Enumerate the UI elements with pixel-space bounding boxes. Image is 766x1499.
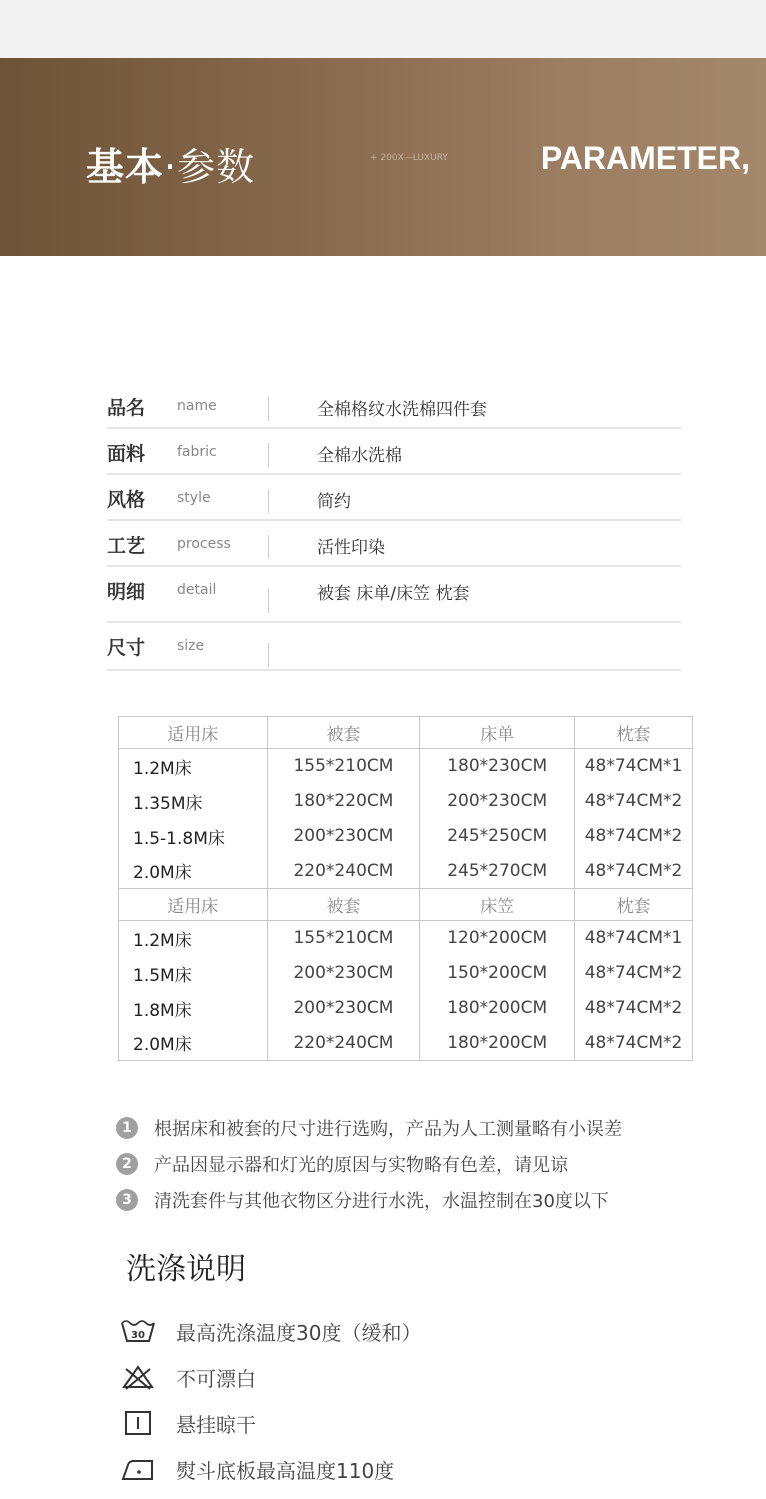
- spec-label-en: style: [177, 490, 211, 506]
- spec-list: [107, 383, 681, 671]
- spec-divider: [268, 489, 269, 513]
- note-text: 产品因显示器和灯光的原因与实物略有色差，请见谅: [154, 1155, 568, 1176]
- table-header-cell: 床笠: [420, 889, 575, 921]
- size-table: [118, 716, 693, 1061]
- table-cell: 220*240CM: [267, 854, 420, 889]
- spec-row-detail: [107, 567, 681, 623]
- spec-value: 全棉格纹水洗棉四件套: [317, 400, 487, 420]
- table-header-cell: 适用床: [119, 889, 268, 921]
- table-header-cell: 被套: [267, 889, 420, 921]
- no-bleach-icon: [118, 1362, 158, 1392]
- banner-english-title: PARAMETER,: [540, 140, 750, 176]
- table-header-cell: 枕套: [575, 889, 693, 921]
- table-cell: 120*200CM: [420, 921, 575, 956]
- note-item: [116, 1182, 622, 1218]
- parameter-banner: [0, 58, 766, 256]
- table-cell: 150*200CM: [420, 956, 575, 991]
- care-item: [118, 1354, 421, 1400]
- table-cell: 180*220CM: [267, 784, 420, 819]
- notes-list: [116, 1110, 622, 1218]
- table-cell: 1.8M床: [119, 991, 268, 1026]
- table-header-cell: 枕套: [575, 717, 693, 749]
- banner-title-part2: 参数: [177, 145, 256, 189]
- table-row: [119, 819, 693, 854]
- table-cell: 2.0M床: [119, 1026, 268, 1061]
- spec-label-en: size: [177, 638, 205, 654]
- table-row: [119, 921, 693, 956]
- table-row: [119, 749, 693, 784]
- wash-temp-label: 30: [131, 1330, 145, 1341]
- care-text: 不可漂白: [176, 1366, 256, 1391]
- table-cell: 180*200CM: [420, 1026, 575, 1061]
- note-number-badge: 2: [116, 1153, 138, 1175]
- table-row: [119, 854, 693, 889]
- spec-row-name: [107, 383, 681, 429]
- table-cell: 48*74CM*2: [575, 819, 693, 854]
- table-row: [119, 1026, 693, 1061]
- table-cell: 1.35M床: [119, 784, 268, 819]
- table-cell: 155*210CM: [267, 749, 420, 784]
- table-cell: 48*74CM*2: [575, 1026, 693, 1061]
- spec-value: 全棉水洗棉: [317, 446, 402, 466]
- spec-value: 活性印染: [317, 538, 385, 558]
- note-item: [116, 1146, 622, 1182]
- spec-divider: [268, 643, 269, 667]
- table-cell: 200*230CM: [420, 784, 575, 819]
- spec-row-size: [107, 623, 681, 671]
- table-cell: 1.2M床: [119, 921, 268, 956]
- table-header-cell: 适用床: [119, 717, 268, 749]
- note-number-badge: 1: [116, 1117, 138, 1139]
- table-cell: 48*74CM*2: [575, 991, 693, 1026]
- table-cell: 1.5-1.8M床: [119, 819, 268, 854]
- note-text: 根据床和被套的尺寸进行选购，产品为人工测量略有小误差: [154, 1119, 622, 1140]
- spec-label-zh: 风格: [107, 489, 146, 511]
- note-item: [116, 1110, 622, 1146]
- table-cell: 2.0M床: [119, 854, 268, 889]
- care-text: 最高洗涤温度30度（缓和）: [176, 1320, 422, 1345]
- table-cell: 48*74CM*2: [575, 854, 693, 889]
- table-cell: 48*74CM*1: [575, 749, 693, 784]
- table-cell: 1.2M床: [119, 749, 268, 784]
- spec-divider: [268, 535, 269, 559]
- spec-label-zh: 品名: [107, 397, 146, 419]
- table-cell: 200*230CM: [267, 991, 420, 1026]
- table-cell: 245*270CM: [420, 854, 575, 889]
- spec-label-zh: 工艺: [107, 535, 146, 557]
- care-item: [118, 1446, 421, 1492]
- table-cell: 180*230CM: [420, 749, 575, 784]
- spec-label-zh: 面料: [107, 443, 146, 465]
- table-header-row: [119, 717, 693, 749]
- banner-mid-text: + 200X—LUXURY: [370, 153, 448, 163]
- care-text: 悬挂晾干: [176, 1412, 256, 1437]
- table-cell: 200*230CM: [267, 819, 420, 854]
- top-strip: [0, 0, 766, 58]
- table-row: [119, 991, 693, 1026]
- care-item: [118, 1308, 421, 1354]
- spec-row-process: [107, 521, 681, 567]
- table-row: [119, 784, 693, 819]
- table-cell: 48*74CM*1: [575, 921, 693, 956]
- table-header-cell: 床单: [420, 717, 575, 749]
- table-row: [119, 956, 693, 991]
- table-cell: 1.5M床: [119, 956, 268, 991]
- table-header-cell: 被套: [267, 717, 420, 749]
- note-number-badge: 3: [116, 1189, 138, 1211]
- iron-icon: [118, 1454, 158, 1484]
- wash-instructions-title: 洗涤说明: [126, 1252, 246, 1287]
- note-text: 清洗套件与其他衣物区分进行水洗，水温控制在30度以下: [154, 1191, 609, 1212]
- table-cell: 48*74CM*2: [575, 956, 693, 991]
- table-cell: 48*74CM*2: [575, 784, 693, 819]
- table-cell: 180*200CM: [420, 991, 575, 1026]
- care-item: [118, 1400, 421, 1446]
- spec-value: 简约: [317, 492, 351, 512]
- spec-divider: [268, 443, 269, 467]
- table-cell: 220*240CM: [267, 1026, 420, 1061]
- table-cell: 245*250CM: [420, 819, 575, 854]
- spec-divider: [268, 589, 269, 613]
- spec-label-zh: 明细: [107, 581, 146, 603]
- spec-label-zh: 尺寸: [107, 637, 146, 659]
- hang-dry-icon: [118, 1408, 158, 1438]
- table-cell: 155*210CM: [267, 921, 420, 956]
- spec-row-style: [107, 475, 681, 521]
- spec-label-en: process: [177, 536, 231, 552]
- spec-label-en: fabric: [177, 444, 217, 460]
- table-header-row: [119, 889, 693, 921]
- table-cell: 200*230CM: [267, 956, 420, 991]
- spec-value: 被套 床单/床笠 枕套: [317, 584, 470, 604]
- care-text: 熨斗底板最高温度110度: [176, 1458, 395, 1483]
- banner-title: [86, 136, 255, 191]
- spec-label-en: detail: [177, 582, 217, 598]
- banner-title-dot: ·: [164, 145, 178, 189]
- wash-30-icon: [118, 1316, 158, 1346]
- banner-title-part1: 基本: [86, 145, 165, 189]
- spec-label-en: name: [177, 398, 217, 414]
- spec-row-fabric: [107, 429, 681, 475]
- spec-divider: [268, 397, 269, 421]
- care-list: [118, 1308, 421, 1492]
